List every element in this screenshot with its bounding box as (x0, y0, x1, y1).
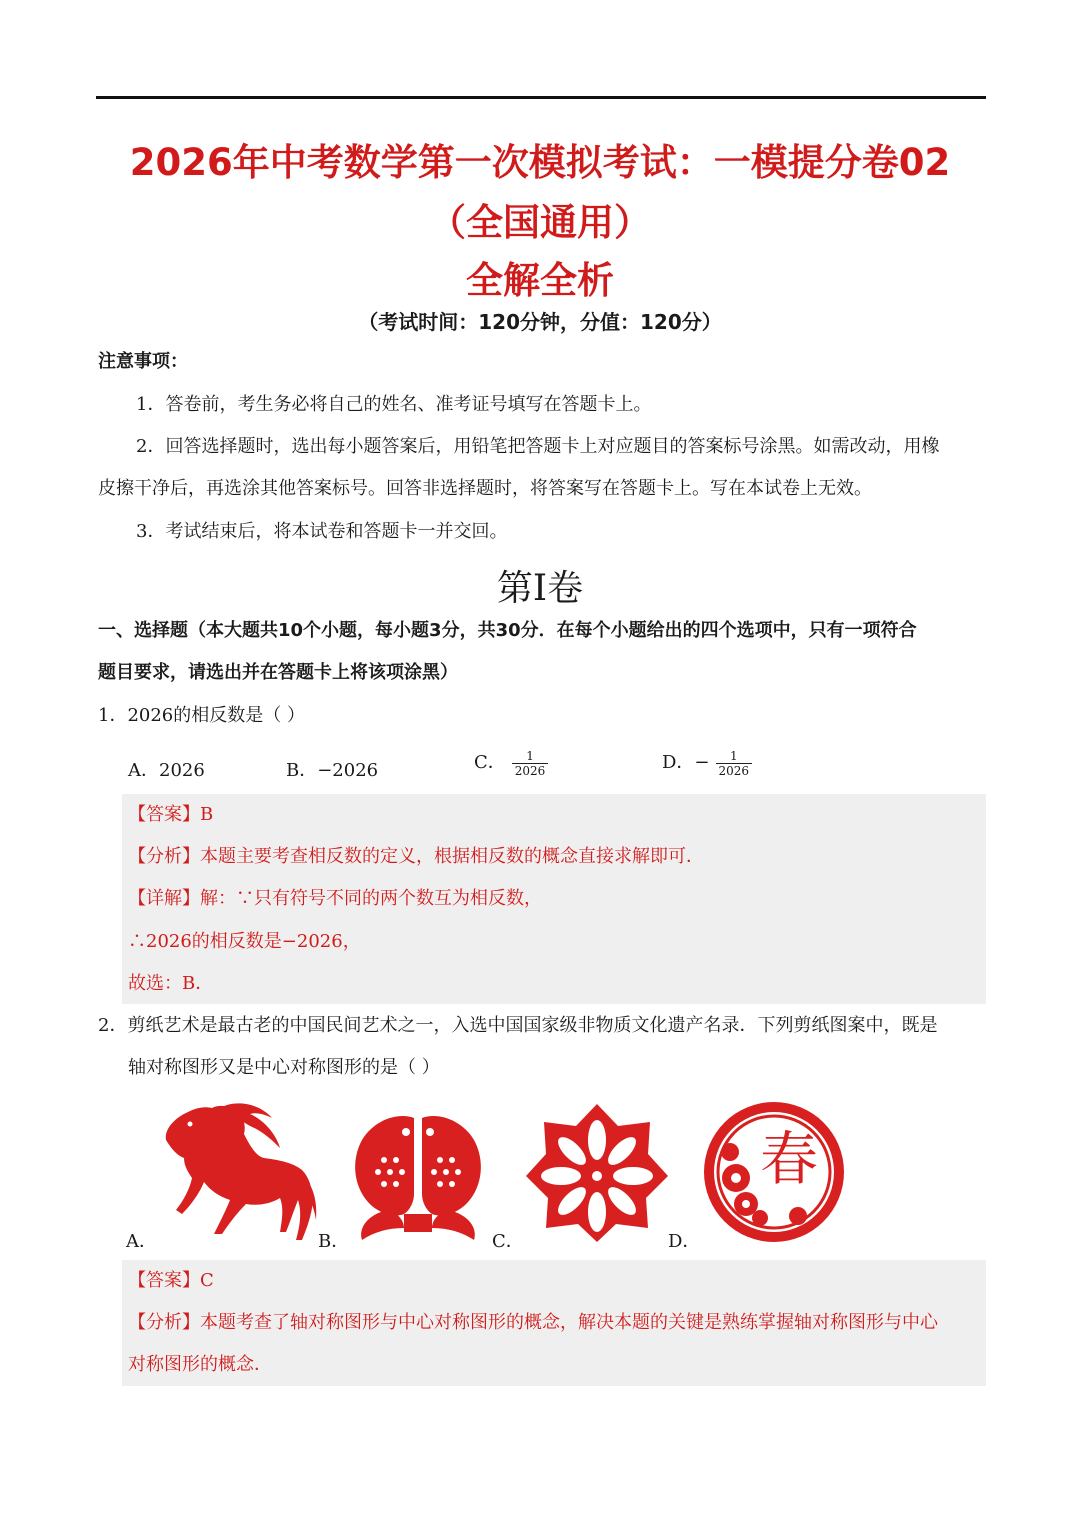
notice-item-2-line-1: 2．回答选择题时，选出每小题答案后，用铅笔把答题卡上对应题目的答案标号涂黑。如需改动，用橡 (136, 436, 940, 457)
q1-detail: 【详解】解：∵只有符号不同的两个数互为相反数， (128, 888, 542, 909)
spring-papercut-image (700, 1100, 848, 1244)
fish-pair-papercut-image (348, 1110, 488, 1245)
flower-papercut-image (522, 1100, 672, 1245)
q2-option-b: B． (318, 1231, 350, 1252)
q2-answer: 【答案】C (128, 1270, 214, 1291)
exam-meta: （考试时间：120分钟，分值：120分） (358, 310, 722, 334)
q2-option-a: A． (126, 1231, 157, 1252)
q1-option-c (474, 748, 548, 778)
q1-option-d-label: D．− (662, 752, 710, 773)
notice-item-1: 1．答卷前，考生务必将自己的姓名、准考证号填写在答题卡上。 (136, 394, 652, 415)
q2-analysis-line-1: 【分析】本题考查了轴对称图形与中心对称图形的概念，解决本题的关键是熟练掌握轴对称图形与中心 (128, 1312, 938, 1333)
q1-stem: 1．2026的相反数是（ ） (98, 705, 305, 726)
q1-option-c-denominator: 2026 (514, 763, 546, 778)
title-line-1: 2026年中考数学第一次模拟考试：一模提分卷02 (129, 141, 951, 184)
q1-option-d (662, 748, 752, 778)
q1-option-c-fraction (512, 749, 549, 778)
notice-item-3: 3．考试结束后，将本试卷和答题卡一并交回。 (136, 521, 508, 542)
title-line-2: （全国通用） (429, 201, 651, 244)
q2-option-c: C． (492, 1231, 524, 1252)
q1-option-d-denominator: 2026 (718, 763, 750, 778)
q2-option-d: D． (668, 1231, 701, 1252)
top-rule (96, 96, 986, 99)
notice-item-2-line-2: 皮擦干净后，再选涂其他答案标号。回答非选择题时，将答案写在答题卡上。写在本试卷上无效。 (98, 478, 872, 499)
notice-heading: 注意事项： (98, 351, 188, 372)
q1-option-c-label: C． (474, 752, 506, 773)
spring-character: 春 (760, 1125, 819, 1193)
q2-analysis-line-2: 对称图形的概念． (128, 1354, 272, 1375)
q1-answer: 【答案】B (128, 804, 214, 825)
section-heading-line-1: 一、选择题（本大题共10个小题，每小题3分，共30分．在每个小题给出的四个选项中，只有一项符合 (98, 620, 917, 641)
horse-papercut-image (160, 1100, 320, 1245)
q2-stem-line-1: 2．剪纸艺术是最古老的中国民间艺术之一，入选中国国家级非物质文化遗产名录．下列剪纸图案中，既是 (98, 1015, 938, 1036)
q1-option-c-numerator: 1 (512, 749, 549, 764)
q2-stem-line-2: 轴对称图形又是中心对称图形的是（ ） (128, 1057, 440, 1078)
title-line-3: 全解全析 (466, 259, 614, 302)
q1-option-d-fraction (716, 749, 753, 778)
volume-title: 第I卷 (496, 568, 584, 609)
q1-option-a: A．2026 (128, 760, 205, 781)
q1-option-d-numerator: 1 (716, 749, 753, 764)
q1-option-b: B．−2026 (286, 760, 379, 781)
section-heading-line-2: 题目要求，请选出并在答题卡上将该项涂黑） (98, 662, 458, 683)
q1-choice: 故选：B． (128, 973, 214, 994)
q1-analysis: 【分析】本题主要考查相反数的定义，根据相反数的概念直接求解即可． (128, 846, 704, 867)
q1-step: ∴2026的相反数是−2026， (128, 931, 361, 952)
